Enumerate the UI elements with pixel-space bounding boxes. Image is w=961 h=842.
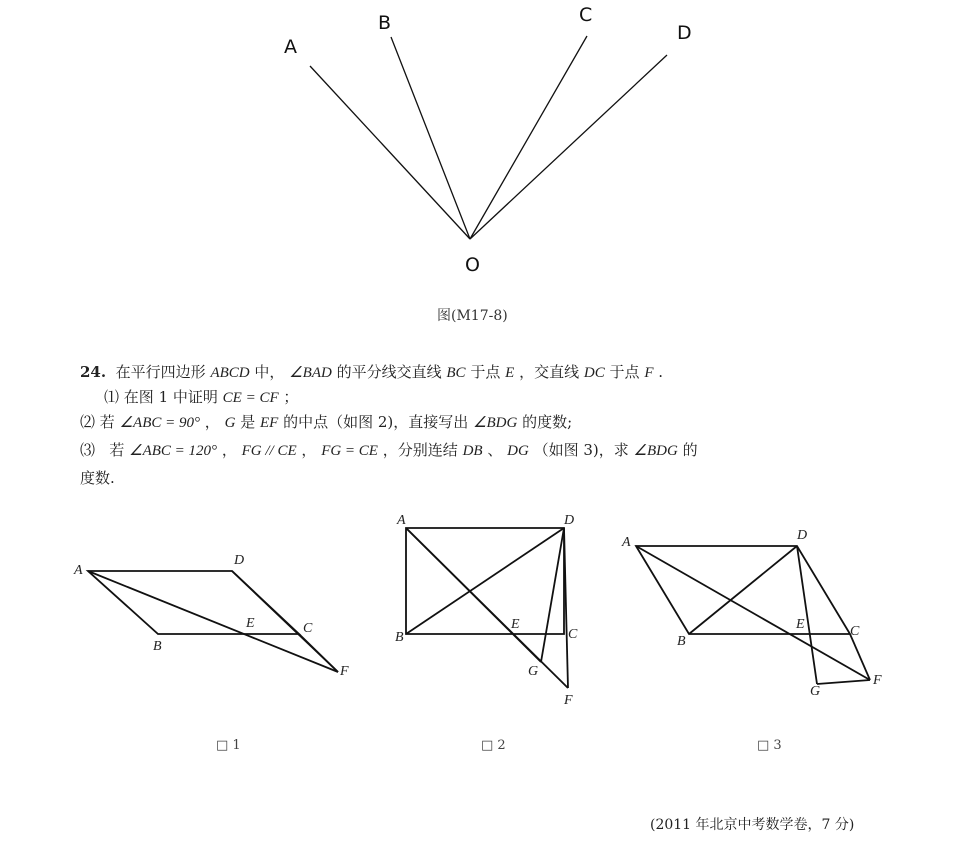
text: （如图 3)，求 — [533, 441, 629, 459]
fig3-label-G: G — [810, 684, 821, 699]
fig1-label-D: D — [234, 553, 245, 568]
text: ， — [301, 441, 317, 459]
segment-DG — [797, 546, 817, 684]
fig1-label-B: B — [153, 639, 162, 654]
fig3-label-B: B — [677, 634, 686, 649]
math: ∠ABC = 90° — [119, 415, 200, 431]
problem-number: 24. — [80, 363, 107, 381]
text: 在平行四边形 — [115, 363, 206, 381]
math: E — [505, 365, 515, 381]
fig1-label-F: F — [340, 664, 349, 679]
segment-BD — [689, 546, 797, 634]
part-marker: ⑵ — [80, 413, 96, 431]
math: FG // CE — [241, 443, 297, 459]
math: DC — [583, 365, 605, 381]
fig2-label-B: B — [395, 630, 404, 645]
rays-figure — [0, 0, 961, 300]
text: 在图 1 中证明 — [123, 388, 218, 406]
fig1-label-A: A — [74, 563, 83, 578]
text: 于点 — [609, 363, 640, 381]
math: ∠BDG — [633, 443, 678, 459]
point-label-D: D — [677, 22, 692, 44]
math: BC — [446, 365, 466, 381]
fig3-label-C: C — [850, 624, 860, 639]
fig3-label-E: E — [796, 617, 805, 632]
point-label-O: O — [465, 254, 480, 276]
math: G — [224, 415, 236, 431]
ray-OC — [470, 36, 587, 239]
problem-part-3-end: 度数. — [80, 469, 115, 487]
source-citation: (2011 年北京中考数学卷，7 分) — [650, 817, 855, 833]
fig2-label-E: E — [511, 617, 520, 632]
math: EF — [260, 415, 279, 431]
text: ， — [221, 441, 237, 459]
fig2-label-D: D — [564, 513, 575, 528]
math: CE = CF — [222, 390, 279, 406]
fig3-label-F: F — [873, 673, 882, 688]
text: . — [658, 363, 664, 381]
segment-CF — [850, 634, 870, 680]
math: ∠ABC = 120° — [129, 443, 218, 459]
text: ，交直线 — [519, 363, 580, 381]
figure-1-caption: □ 1 — [216, 738, 241, 753]
figure-2-caption: □ 2 — [481, 738, 506, 753]
fig1-label-E: E — [246, 616, 255, 631]
fig2-label-A: A — [397, 513, 406, 528]
problem-part-2 — [80, 410, 572, 435]
fig2-label-G: G — [528, 664, 539, 679]
text: 的平分线交直线 — [336, 363, 442, 381]
text: 、 — [487, 441, 503, 459]
text: 的中点（如图 2)，直接写出 — [283, 413, 469, 431]
text: ，分别连结 — [382, 441, 458, 459]
text: 的度数; — [522, 413, 573, 431]
text: 若 — [109, 441, 125, 459]
segment-GF — [817, 680, 870, 684]
problem-part-3 — [80, 438, 698, 463]
text: 若 — [99, 413, 115, 431]
text: 于点 — [470, 363, 501, 381]
fig3-label-A: A — [622, 535, 631, 550]
text: 的 — [682, 441, 698, 459]
text: ， — [204, 413, 220, 431]
fig1-label-C: C — [303, 621, 313, 636]
problem-part-1 — [104, 385, 298, 410]
ray-OB — [391, 37, 470, 239]
ray-OD — [470, 55, 667, 239]
problem-stem — [80, 360, 663, 385]
fig2-label-F: F — [564, 693, 573, 708]
figure-3 — [0, 500, 961, 760]
figure-caption: 图(M17-8) — [437, 308, 508, 324]
text: ； — [283, 388, 299, 406]
segment-AF — [636, 546, 870, 680]
ray-OA — [310, 66, 470, 239]
math: DB — [462, 443, 483, 459]
point-label-A: A — [284, 36, 297, 58]
math: ABCD — [210, 365, 250, 381]
math: ∠BDG — [473, 415, 518, 431]
math: F — [644, 365, 654, 381]
math: FG = CE — [321, 443, 378, 459]
math: DG — [507, 443, 529, 459]
text: 是 — [240, 413, 256, 431]
part-marker: ⑴ — [104, 388, 120, 406]
math: ∠BAD — [289, 365, 332, 381]
text: 中， — [254, 363, 285, 381]
point-label-C: C — [579, 4, 593, 26]
fig3-label-D: D — [797, 528, 808, 543]
point-label-B: B — [378, 12, 392, 34]
part-marker: ⑶ — [80, 441, 96, 459]
figure-3-caption: □ 3 — [757, 738, 782, 753]
fig2-label-C: C — [568, 627, 578, 642]
